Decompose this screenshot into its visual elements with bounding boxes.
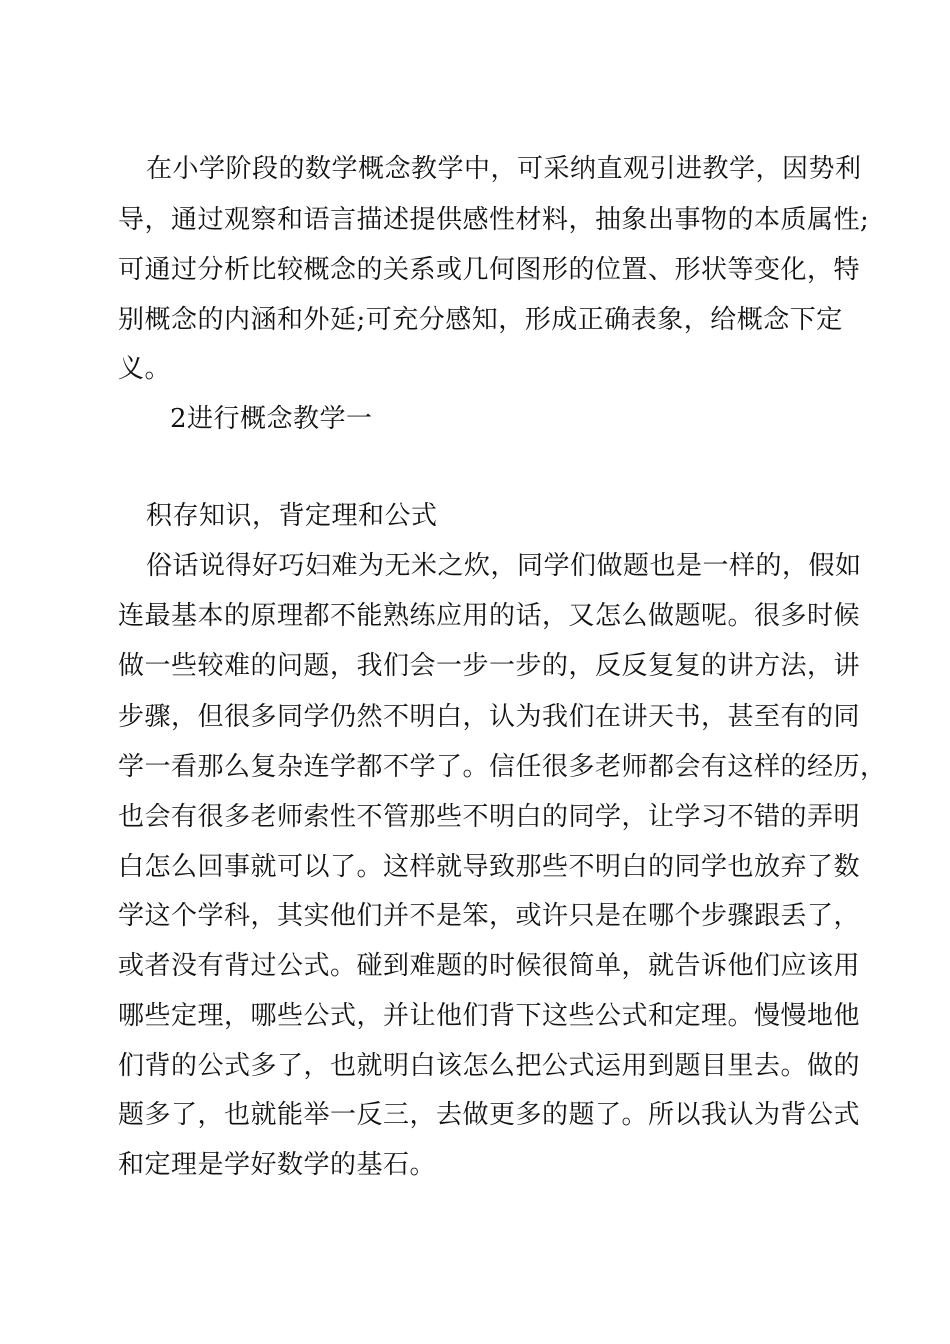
paragraph-1-line: 导，通过观察和语言描述提供感性材料，抽象出事物的本质属性; [118,205,870,235]
paragraph-2-line: 或者没有背过公式。碰到难题的时候很简单，就告诉他们应该用 [118,951,861,981]
subheading: 积存知识，背定理和公式 [146,501,438,531]
paragraph-1-line: 可通过分析比较概念的关系或几何图形的位置、形状等变化，特 [118,255,861,285]
paragraph-2-line: 做一些较难的问题，我们会一步一步的，反反复复的讲方法，讲 [118,651,861,681]
paragraph-2-line: 白怎么回事就可以了。这样就导致那些不明白的同学也放弃了数 [118,852,861,882]
paragraph-1-line: 别概念的内涵和外延;可充分感知，形成正确表象，给概念下定 [118,305,843,335]
paragraph-2-line: 哪些定理，哪些公式，并让他们背下这些公式和定理。慢慢地他 [118,1001,861,1031]
paragraph-2-line: 们背的公式多了，也就明白该怎么把公式运用到题目里去。做的 [118,1051,861,1081]
paragraph-2-line: 题多了，也就能举一反三，去做更多的题了。所以我认为背公式 [118,1100,861,1130]
paragraph-2-line: 学一看那么复杂连学都不学了。信任很多老师都会有这样的经历， [118,752,887,782]
paragraph-2-line: 步骤，但很多同学仍然不明白，认为我们在讲天书，甚至有的同 [118,702,861,732]
paragraph-2-line: 俗话说得好巧妇难为无米之炊，同学们做题也是一样的，假如 [146,551,862,581]
paragraph-2-line: 和定理是学好数学的基石。 [118,1150,437,1180]
paragraph-1-line: 义。 [118,354,172,384]
paragraph-2-line: 连最基本的原理都不能熟练应用的话，又怎么做题呢。很多时候 [118,601,861,631]
paragraph-2-line: 也会有很多老师索性不管那些不明白的同学，让学习不错的弄明 [118,802,861,832]
paragraph-1-line: 在小学阶段的数学概念教学中，可采纳直观引进教学，因势利 [146,154,862,184]
paragraph-2-line: 学这个学科，其实他们并不是笨，或许只是在哪个步骤跟丢了， [118,901,861,931]
section-heading: 2进行概念教学一 [170,404,373,434]
